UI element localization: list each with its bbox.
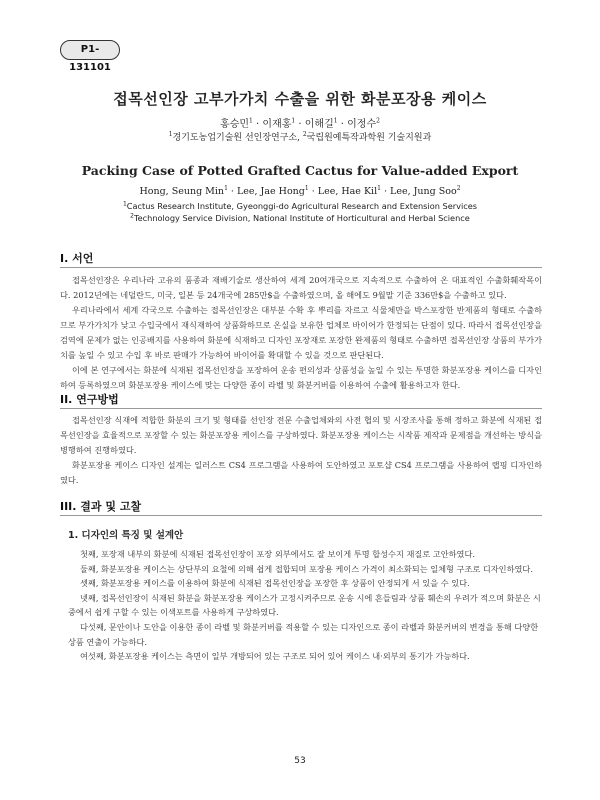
- section-heading-intro: I. 서언: [60, 252, 94, 265]
- paragraph: 화분포장용 케이스 디자인 설계는 일러스트 CS4 프로그램을 사용하여 도안하였고 포토샵 CS4 프로그램을 사용하여 랩핑 디자인하였다.: [60, 460, 542, 485]
- korean-affiliations: [0, 130, 600, 143]
- author-name: Lee, Hae Kil: [317, 186, 378, 197]
- affil-text: 국립원예특작과학원 기술지원과: [306, 133, 432, 143]
- author-sup: 1: [333, 117, 338, 125]
- results-list: [68, 547, 542, 664]
- english-affiliations: [0, 200, 600, 224]
- korean-authors: 홍승민$^1$ · 이재홍$^1$ · 이해길$^1$ · 이정수$^2$: [220, 117, 380, 130]
- affil-text: Technology Service Division, National Institute of Horticultural and Herbal Science: [134, 213, 470, 223]
- affil-sup: 2: [130, 212, 134, 220]
- paragraph: 접목선인장 식재에 적합한 화분의 크기 및 형태를 선인장 전문 수출업체와의 사전 협의 및 시장조사를 통해 정하고 화분에 식재된 접목선인장을 효율적으로 포장할 수 있는 화분포장용 케이스를 구상하였다. 화분포장용 케이스는 시작품 제작과 문제점을 개선하는 방식을 병행하여 진행하였다.: [60, 415, 542, 455]
- paragraph: 우리나라에서 세계 각국으로 수출하는 접목선인장은 대부분 수확 후 뿌리를 자르고 식물체만을 박스포장한 반제품의 형태로 수출하므로 부가가치가 낮고 수입국에서 재식재하여 상품화하므로 온실을 보유한 업체로 바이어가 한정되는 단점이 있다. 따라서 접목선인장을 검역에 문제가 없는 인공배지를 사용하여 화분에 식재하고 디자인 포장재로 포장한 완제품의 형태로 수출하면 접목선인장 상품의 부가가치를 높일 수 있고 수입 후 바로 판매가 가능하여 바이어를 확대할 수 있을 것으로 판단된다.: [60, 305, 542, 360]
- english-title: Packing Case of Potted Grafted Cactus for Value-added Export: [81, 163, 519, 178]
- list-item: 여섯째, 화분포장용 케이스는 측면이 일부 개방되어 있는 구조로 되어 있어 케이스 내·외부의 통기가 가능하다.: [80, 651, 470, 662]
- author-sup: 2: [456, 184, 461, 192]
- affil-text: Cactus Research Institute, Gyeonggi-do Agricultural Research and Extension Services: [126, 201, 478, 211]
- korean-title: 접목선인장 고부가가치 수출을 위한 화분포장용 케이스: [113, 90, 487, 108]
- paper-id-badge: P1-131101: [60, 40, 120, 60]
- author-name: Lee, Jae Hong: [236, 186, 305, 197]
- author-sup: 1: [224, 184, 228, 192]
- affil-text: 경기도농업기술원 선인장연구소,: [172, 133, 303, 143]
- section-heading-methods: II. 연구방법: [60, 393, 119, 406]
- author-name: Hong, Seung Min: [139, 186, 225, 197]
- section-divider: [60, 267, 542, 268]
- author-sup: 1: [377, 184, 381, 192]
- list-item: 첫째, 포장재 내부의 화분에 식재된 접목선인장이 포장 외부에서도 잘 보이게 투명 합성수지 재질로 고안하였다.: [80, 549, 475, 559]
- subsection-heading: 1. 디자인의 특징 및 설계안: [68, 530, 184, 541]
- author-sup: 1: [291, 117, 296, 125]
- english-authors: Hong, Seung Min$^1$ · Lee, Jae Hong$^1$ · Lee, Hae Kil$^1$ · Lee, Jung Soo$^2$: [139, 184, 461, 197]
- author-name: 이재홍: [262, 119, 292, 130]
- author-name: Lee, Jung Soo: [390, 186, 457, 197]
- list-item: 둘째, 화분포장용 케이스는 상단부의 요철에 의해 쉽게 접합되며 포장용 케이스 가격이 최소화되는 일체형 구조로 디자인하였다.: [80, 563, 533, 574]
- affil-sup: 1: [122, 200, 127, 208]
- list-item: 셋째, 화분포장용 케이스를 이용하여 화분에 식재된 접목선인장을 포장한 후 상품이 안정되게 서 있을 수 있다.: [80, 578, 470, 589]
- author-name: 이정수: [347, 119, 377, 130]
- author-sup: 1: [304, 184, 309, 192]
- author-sup: 2: [376, 117, 380, 125]
- affil-sup: 2: [302, 131, 307, 138]
- author-name: 홍승민: [220, 119, 250, 130]
- section-heading-results: III. 결과 및 고찰: [60, 500, 142, 513]
- author-sup: 1: [249, 117, 253, 125]
- paragraph: 이에 본 연구에서는 화분에 식재된 접목선인장을 포장하여 운송 편의성과 상품성을 높일 수 있는 투명한 화분포장용 케이스를 디자인하여 등록하였으며 화분포장용 케이스에 맞는 다양한 종이 라벨 및 화분커버를 이용하여 수출에 활용하고자 한다.: [60, 365, 542, 390]
- page-number: 53: [294, 756, 306, 766]
- list-item: 다섯째, 문안이나 도안을 이용한 종이 라벨 및 화분커버를 적용할 수 있는 디자인으로 종이 라벨과 화분커버의 변경을 통해 다양한 상품 연출이 가능하다.: [68, 621, 539, 647]
- section-divider: [60, 408, 542, 409]
- list-item: 넷째, 접목선인장이 식재된 화분을 화분포장용 케이스가 고정시켜주므로 운송 시에 흔들림과 상품 훼손의 우려가 적으며 화분은 시중에서 쉽게 구할 수 있는 이색포트를 사용하게 구상하였다.: [68, 592, 541, 618]
- author-name: 이해길: [304, 119, 334, 130]
- section-body-methods: [60, 413, 542, 488]
- affil-sup: 1: [168, 131, 173, 138]
- section-divider: [60, 515, 542, 516]
- paragraph: 접목선인장은 우리나라 고유의 품종과 재배기술로 생산하여 세계 20여개국으로 지속적으로 수출하여 온 대표적인 수출화훼작목이다. 2012년에는 네덜란드, 미국, 일본 등 24개국에 285만$을 수출하였으며, 올 해에도 9월말 기준 336만$을 수출하고 있다.: [60, 275, 542, 300]
- section-body-intro: [60, 273, 542, 393]
